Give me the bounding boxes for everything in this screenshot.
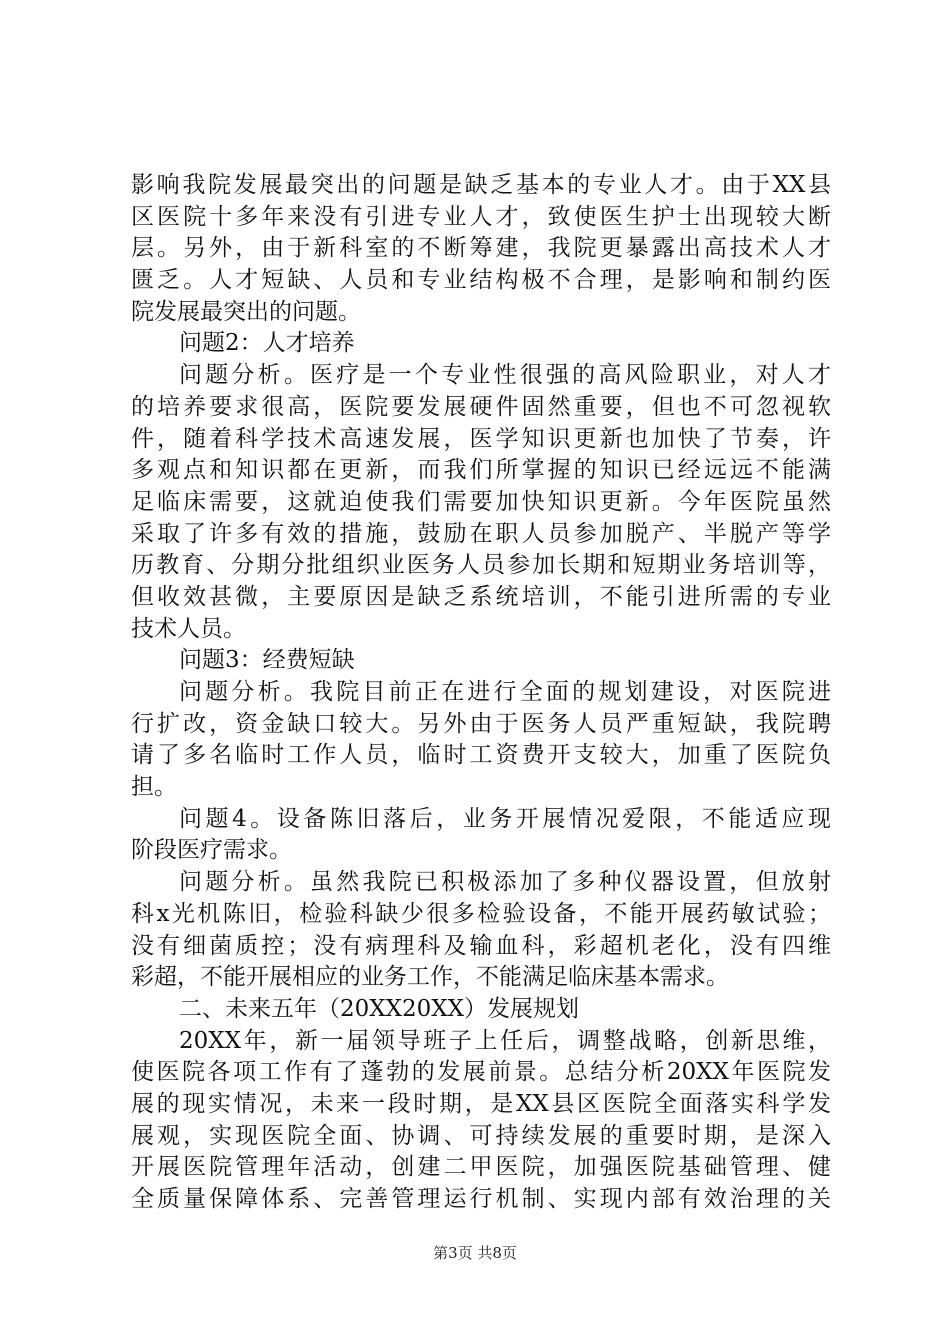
text-line: 展观，实现医院全面、协调、可持续发展的重要时期，是深入 xyxy=(131,1122,831,1149)
text-line: 层。另外，由于新科室的不断筹建，我院更暴露出高技术人才 xyxy=(131,235,831,262)
text-line: 全质量保障体系、完善管理运行机制、实现内部有效治理的关 xyxy=(131,1186,831,1212)
text-line: 担。 xyxy=(131,774,177,801)
text-line: 展的现实情况，未来一段时期，是XX县区医院全面落实科学发 xyxy=(131,1090,831,1117)
text-line: 问题分析。虽然我院已积极添加了多种仪器设置，但放射 xyxy=(179,869,831,896)
page-footer: 第3页 共8页 xyxy=(433,1244,517,1262)
text-line: 的培养要求很高，医院要发展硬件固然重要，但也不可忽视软 xyxy=(131,393,831,420)
text-line: 问题2：人才培养 xyxy=(179,330,355,357)
text-line: 件，随着科学技术高速发展，医学知识更新也加快了节奏，许 xyxy=(131,425,831,452)
text-line: 使医院各项工作有了蓬勃的发展前景。总结分析20XX年医院发 xyxy=(131,1059,831,1086)
text-line: 问题4。设备陈旧落后，业务开展情况爱限，不能适应现 xyxy=(179,805,831,832)
text-line: 请了多名临时工作人员，临时工资费开支较大，加重了医院负 xyxy=(131,742,831,769)
document-body xyxy=(131,170,831,1216)
text-line: 院发展最突出的问题。 xyxy=(131,298,361,325)
text-line: 匮乏。人才短缺、人员和专业结构极不合理，是影响和制约医 xyxy=(131,267,831,294)
text-line: 足临床需要，这就迫使我们需要加快知识更新。今年医院虽然 xyxy=(131,488,831,515)
text-line: 行扩改，资金缺口较大。另外由于医务人员严重短缺，我院聘 xyxy=(131,710,831,737)
text-line: 区医院十多年来没有引进专业人才，致使医生护士出现较大断 xyxy=(131,203,831,230)
text-line: 没有细菌质控；没有病理科及输血科，彩超机老化，没有四维 xyxy=(131,932,831,959)
text-line: 开展医院管理年活动，创建二甲医院，加强医院基础管理、健 xyxy=(131,1154,831,1181)
text-line: 20XX年，新一届领导班子上任后，调整战略，创新思维， xyxy=(179,1027,831,1054)
text-line: 但收效甚微，主要原因是缺乏系统培训，不能引进所需的专业 xyxy=(131,583,831,610)
text-line: 阶段医疗需求。 xyxy=(131,837,292,864)
text-line: 彩超，不能开展相应的业务工作，不能满足临床基本需求。 xyxy=(131,964,729,991)
text-line: 采取了许多有效的措施，鼓励在职人员参加脱产、半脱产等学 xyxy=(131,520,831,547)
text-line: 历教育、分期分批组织业医务人员参加长期和短期业务培训等， xyxy=(131,552,831,579)
text-line: 问题分析。我院目前正在进行全面的规划建设，对医院进 xyxy=(179,679,831,705)
text-line: 技术人员。 xyxy=(131,615,246,642)
text-line: 科x光机陈旧，检验科缺少很多检验设备，不能开展药敏试验； xyxy=(131,900,831,927)
text-line: 多观点和知识都在更新，而我们所掌握的知识已经远远不能满 xyxy=(131,457,831,484)
text-line: 影响我院发展最突出的问题是缺乏基本的专业人才。由于XX县 xyxy=(131,172,831,198)
text-line: 问题3：经费短缺 xyxy=(179,647,355,674)
text-line: 二、未来五年（20XX20XX）发展规划 xyxy=(179,995,580,1022)
text-line: 问题分析。医疗是一个专业性很强的高风险职业，对人才 xyxy=(179,362,831,389)
